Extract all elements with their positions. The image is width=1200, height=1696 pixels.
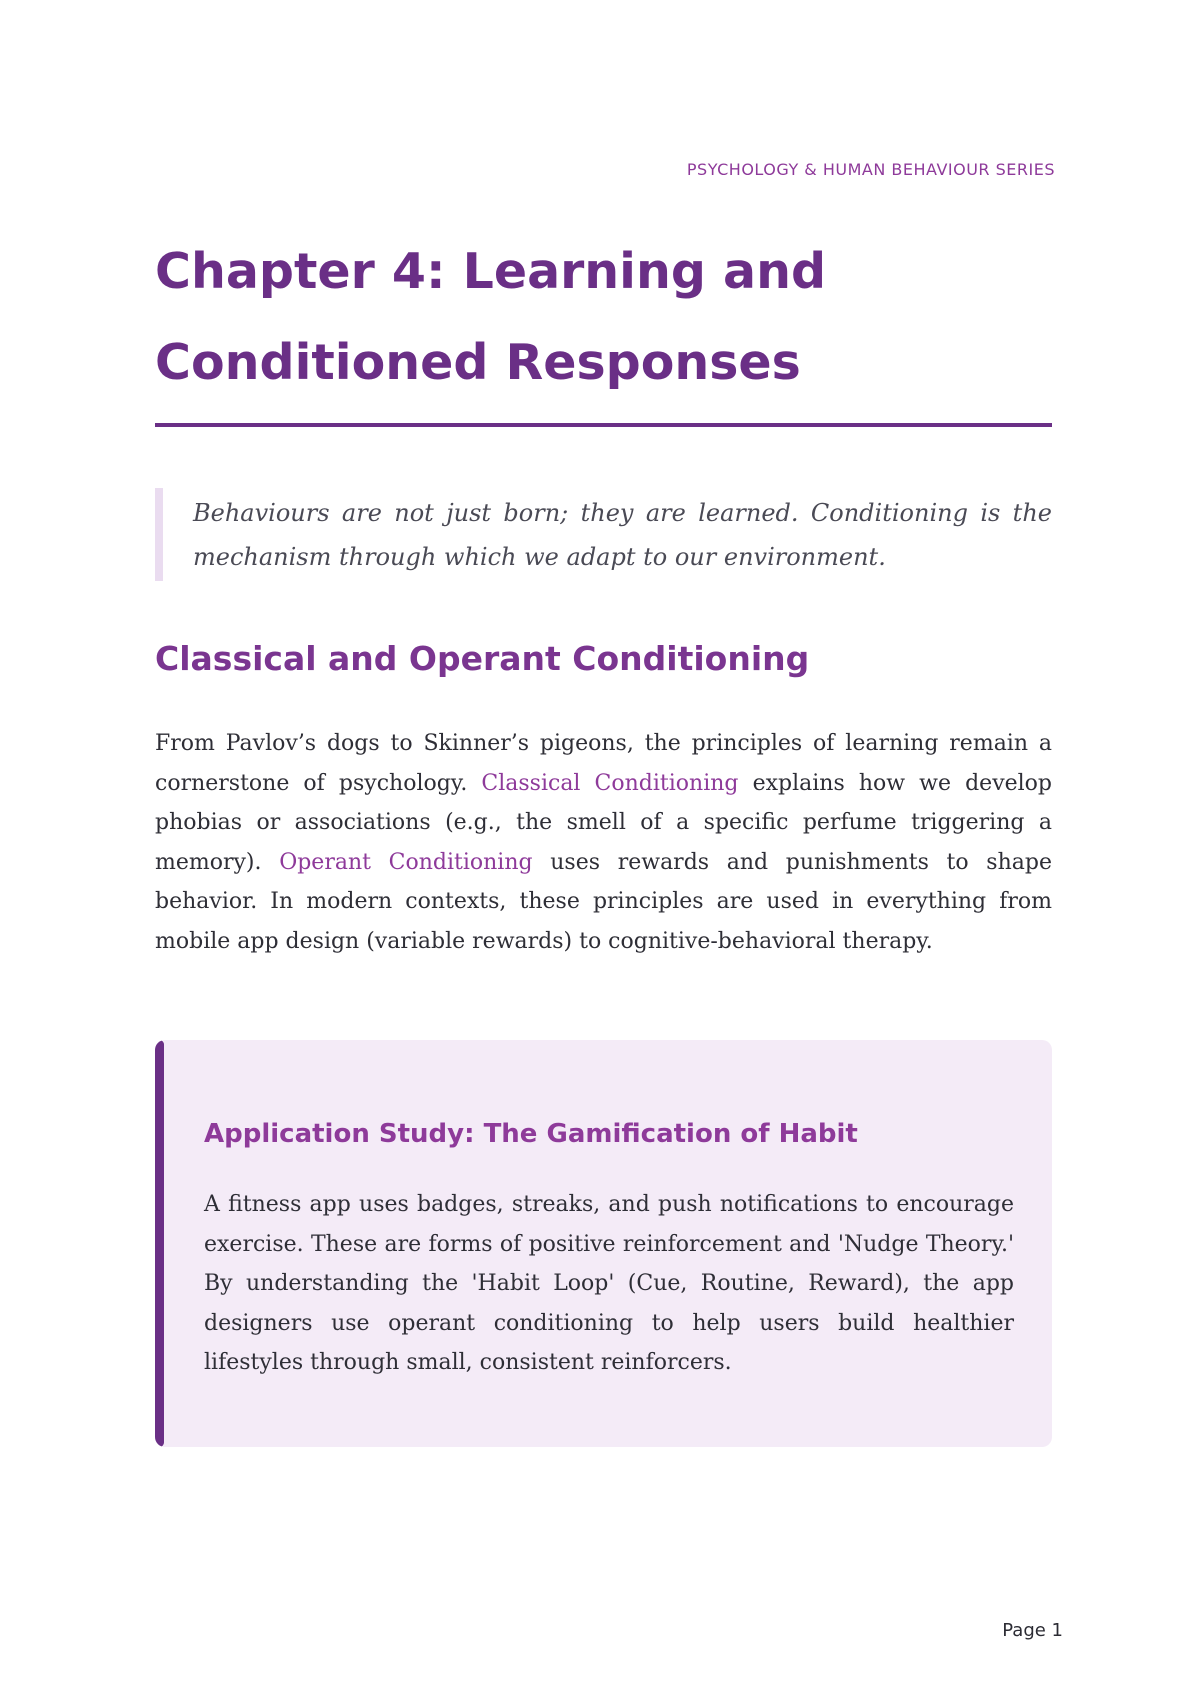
series-header: PSYCHOLOGY & HUMAN BEHAVIOUR SERIES xyxy=(686,160,1055,179)
title-divider xyxy=(155,423,1052,427)
callout-accent-bar xyxy=(155,1040,164,1447)
body-paragraph xyxy=(155,724,1052,961)
chapter-title: Chapter 4: Learning and Conditioned Responses xyxy=(155,243,827,391)
callout-heading: Application Study: The Gamification of Habit xyxy=(204,1119,858,1149)
paragraph-text: uses rewards and punishments to shape behavior. In modern contexts, these principles are used in everything from mobile app design (variable rewards) to cognitive-behavioral therapy. xyxy=(155,849,1052,954)
paragraph-text: explains how we develop phobias or associations (e.g., the smell of a specific perfume triggering a memory). xyxy=(155,770,1052,875)
epigraph-accent-bar xyxy=(155,488,163,581)
section-heading: Classical and Operant Conditioning xyxy=(155,639,810,678)
epigraph-text: Behaviours are not just born; they are learned. Conditioning is the mechanism through which we adapt to our environment. xyxy=(193,499,1052,571)
term-operant-conditioning: Operant Conditioning xyxy=(279,849,533,875)
paragraph-text: From Pavlov’s dogs to Skinner’s pigeons, the principles of learning remain a cornerstone of psychology. xyxy=(155,731,1052,796)
epigraph-quote xyxy=(155,488,1052,581)
application-study-callout xyxy=(155,1040,1052,1447)
page-number: Page 1 xyxy=(1002,1620,1063,1641)
callout-text: A fitness app uses badges, streaks, and push notifications to encourage exercise. These are forms of positive reinforcement and 'Nudge Theory.' By understanding the 'Habit Loop' (Cue, Routine, Reward), the app designers use operant conditioning to help users build healthier lifestyles through small, consistent reinforcers. xyxy=(204,1192,1014,1375)
term-classical-conditioning: Classical Conditioning xyxy=(481,770,739,796)
